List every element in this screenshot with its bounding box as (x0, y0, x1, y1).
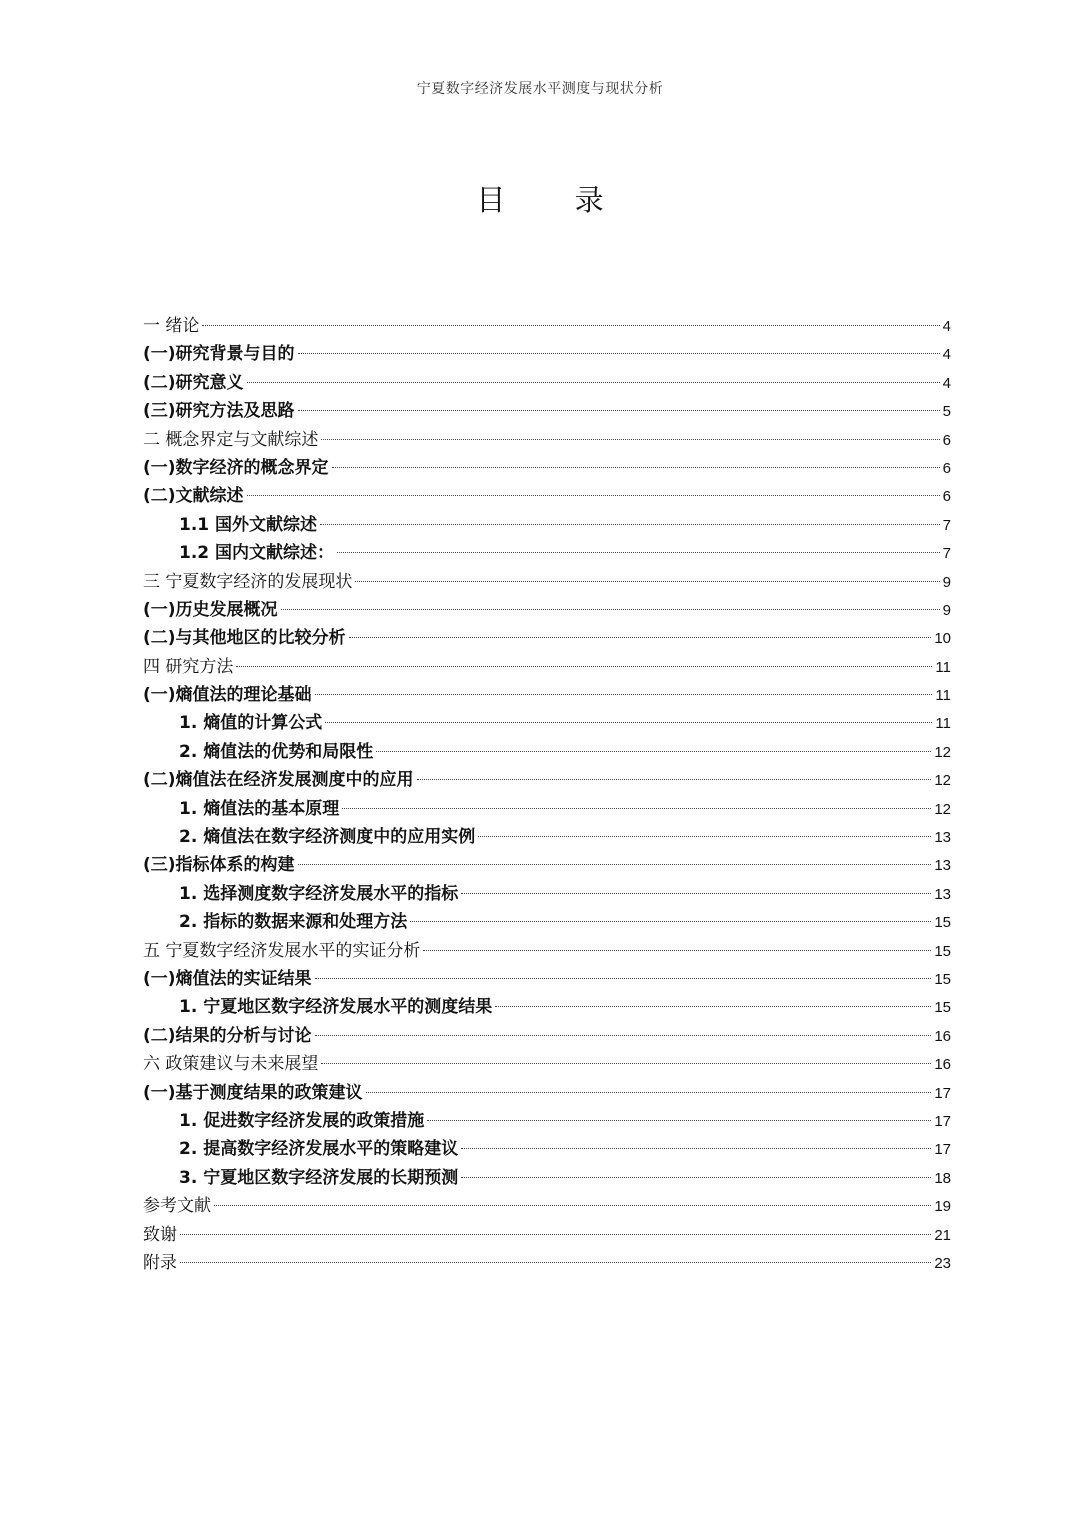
toc-entry-page-number: 4 (942, 318, 951, 335)
toc-entry[interactable] (143, 426, 951, 454)
dot-leader (337, 552, 940, 553)
toc-entry-page-number: 11 (935, 715, 951, 733)
toc-entry[interactable] (143, 568, 951, 596)
toc-entry-page-number: 11 (935, 687, 951, 705)
toc-entry-page-number: 13 (934, 857, 951, 875)
toc-entry[interactable] (143, 1050, 951, 1078)
toc-entry[interactable] (143, 511, 951, 539)
toc-entry-label: 三 宁夏数字经济的发展现状 (143, 571, 353, 592)
toc-entry[interactable] (143, 823, 951, 851)
toc-entry-page-number: 7 (942, 516, 951, 534)
toc-entry[interactable] (143, 1107, 951, 1135)
dot-leader (423, 950, 931, 951)
toc-entry[interactable] (143, 596, 951, 624)
toc-entry-label: 1.2 国内文献综述： (179, 543, 335, 564)
dot-leader (247, 382, 940, 383)
toc-entry-page-number: 15 (934, 999, 951, 1017)
dot-leader (376, 751, 931, 752)
toc-entry[interactable] (143, 369, 951, 397)
toc-entry-page-number: 5 (942, 403, 951, 421)
toc-entry-label: (二)文献综述 (143, 486, 244, 507)
toc-entry[interactable] (143, 1221, 951, 1249)
toc-entry-label: (二)熵值法在经济发展测度中的应用 (143, 770, 414, 791)
dot-leader (202, 325, 939, 326)
table-of-contents (143, 312, 951, 1277)
toc-entry[interactable] (143, 312, 951, 340)
toc-entry-page-number: 18 (934, 1169, 951, 1187)
toc-entry-label: 1. 宁夏地区数字经济发展水平的测度结果 (179, 997, 493, 1018)
toc-entry-page-number: 9 (942, 573, 951, 591)
dot-leader (410, 921, 931, 922)
toc-entry[interactable] (143, 1135, 951, 1163)
dot-leader (247, 495, 940, 496)
toc-entry-page-number: 12 (934, 772, 951, 790)
toc-entry-label: (一)历史发展概况 (143, 599, 278, 620)
toc-entry[interactable] (143, 937, 951, 965)
toc-entry-page-number: 6 (942, 459, 951, 477)
toc-entry-page-number: 4 (942, 346, 951, 364)
dot-leader (495, 1006, 931, 1007)
dot-leader (355, 581, 939, 582)
toc-entry-page-number: 15 (934, 914, 951, 932)
dot-leader (236, 666, 932, 667)
toc-entry[interactable] (143, 340, 951, 368)
toc-entry-label: (一)基于测度结果的政策建议 (143, 1082, 363, 1103)
toc-entry-label: 1. 熵值法的基本原理 (179, 798, 340, 819)
dot-leader (427, 1120, 931, 1121)
toc-entry[interactable] (143, 539, 951, 567)
toc-entry-label: (三)指标体系的构建 (143, 855, 295, 876)
toc-entry[interactable] (143, 993, 951, 1021)
toc-entry-page-number: 9 (942, 601, 951, 619)
toc-entry-page-number: 12 (934, 800, 951, 818)
toc-entry-page-number: 19 (934, 1198, 951, 1216)
toc-entry-page-number: 10 (934, 630, 951, 648)
dot-leader (298, 353, 940, 354)
toc-entry-label: 2. 熵值法的优势和局限性 (179, 741, 374, 762)
dot-leader (417, 779, 932, 780)
toc-entry-label: 附录 (143, 1252, 177, 1273)
toc-title: 目 录 (476, 183, 634, 217)
toc-entry[interactable] (143, 1079, 951, 1107)
toc-entry-page-number: 15 (934, 942, 951, 960)
toc-entry-label: 2. 指标的数据来源和处理方法 (179, 912, 408, 933)
dot-leader (298, 864, 932, 865)
toc-entry-label: 1. 熵值的计算公式 (179, 713, 323, 734)
toc-entry[interactable] (143, 880, 951, 908)
running-header: 宁夏数字经济发展水平测度与现状分析 (416, 81, 664, 97)
dot-leader (325, 722, 932, 723)
toc-entry-label: (三)研究方法及思路 (143, 401, 295, 422)
toc-entry-page-number: 13 (934, 829, 951, 847)
toc-entry-label: 致谢 (143, 1224, 177, 1245)
dot-leader (321, 439, 939, 440)
toc-entry-page-number: 11 (935, 658, 951, 676)
toc-entry-page-number: 6 (942, 431, 951, 449)
toc-entry-label: (一)数字经济的概念界定 (143, 457, 329, 478)
toc-entry-label: (一)熵值法的实证结果 (143, 968, 312, 989)
toc-entry-page-number: 6 (942, 488, 951, 506)
toc-entry[interactable] (143, 454, 951, 482)
dot-leader (461, 893, 931, 894)
toc-entry[interactable] (143, 851, 951, 879)
toc-entry-label: 二 概念界定与文献综述 (143, 429, 319, 450)
toc-entry[interactable] (143, 965, 951, 993)
toc-entry-label: 一 绪论 (143, 316, 200, 336)
toc-entry[interactable] (143, 1022, 951, 1050)
toc-entry-label: 1.1 国外文献综述 (179, 514, 318, 535)
dot-leader (315, 694, 933, 695)
dot-leader (321, 1063, 931, 1064)
dot-leader (180, 1262, 931, 1263)
toc-entry[interactable] (143, 653, 951, 681)
toc-entry-page-number: 21 (934, 1226, 951, 1244)
toc-entry-label: (二)研究意义 (143, 372, 244, 393)
toc-entry[interactable] (143, 908, 951, 936)
toc-entry[interactable] (143, 1192, 951, 1220)
toc-entry[interactable] (143, 482, 951, 510)
dot-leader (320, 524, 940, 525)
toc-entry-label: 2. 提高数字经济发展水平的策略建议 (179, 1139, 459, 1160)
toc-entry[interactable] (143, 1164, 951, 1192)
toc-entry-label: 1. 选择测度数字经济发展水平的指标 (179, 883, 459, 904)
toc-entry-page-number: 23 (934, 1254, 951, 1272)
dot-leader (478, 836, 931, 837)
toc-entry-label: 1. 促进数字经济发展的政策措施 (179, 1110, 425, 1131)
dot-leader (281, 609, 940, 610)
toc-entry-page-number: 7 (942, 545, 951, 563)
toc-entry-label: (一)研究背景与目的 (143, 344, 295, 365)
toc-entry-label: 2. 熵值法在数字经济测度中的应用实例 (179, 827, 476, 848)
toc-entry-label: (二)与其他地区的比较分析 (143, 628, 346, 649)
toc-entry-page-number: 13 (934, 885, 951, 903)
toc-entry[interactable] (143, 624, 951, 652)
dot-leader (366, 1092, 932, 1093)
toc-entry-page-number: 17 (934, 1141, 951, 1159)
toc-entry-page-number: 17 (934, 1084, 951, 1102)
dot-leader (332, 467, 940, 468)
dot-leader (180, 1234, 931, 1235)
toc-entry-label: 参考文献 (143, 1196, 211, 1217)
toc-entry[interactable] (143, 397, 951, 425)
dot-leader (298, 410, 940, 411)
toc-entry-label: 3. 宁夏地区数字经济发展的长期预测 (179, 1167, 459, 1188)
toc-entry-label: (一)熵值法的理论基础 (143, 685, 312, 706)
toc-entry-page-number: 12 (934, 743, 951, 761)
dot-leader (342, 808, 931, 809)
toc-entry[interactable] (143, 1249, 951, 1277)
toc-entry-page-number: 4 (942, 374, 951, 392)
toc-entry-page-number: 16 (934, 1027, 951, 1045)
toc-entry[interactable] (143, 709, 951, 737)
dot-leader (349, 637, 932, 638)
toc-entry-label: 六 政策建议与未来展望 (143, 1054, 319, 1075)
dot-leader (461, 1177, 931, 1178)
toc-entry-page-number: 15 (934, 970, 951, 988)
toc-entry[interactable] (143, 795, 951, 823)
toc-entry-page-number: 16 (934, 1056, 951, 1074)
toc-entry-page-number: 17 (934, 1112, 951, 1130)
dot-leader (315, 978, 932, 979)
toc-entry-label: (二)结果的分析与讨论 (143, 1025, 312, 1046)
toc-entry-label: 五 宁夏数字经济发展水平的实证分析 (143, 940, 421, 961)
dot-leader (315, 1035, 932, 1036)
toc-entry[interactable] (143, 766, 951, 794)
dot-leader (461, 1148, 931, 1149)
toc-entry[interactable] (143, 738, 951, 766)
dot-leader (214, 1205, 931, 1206)
toc-entry-label: 四 研究方法 (143, 656, 234, 677)
toc-entry[interactable] (143, 681, 951, 709)
